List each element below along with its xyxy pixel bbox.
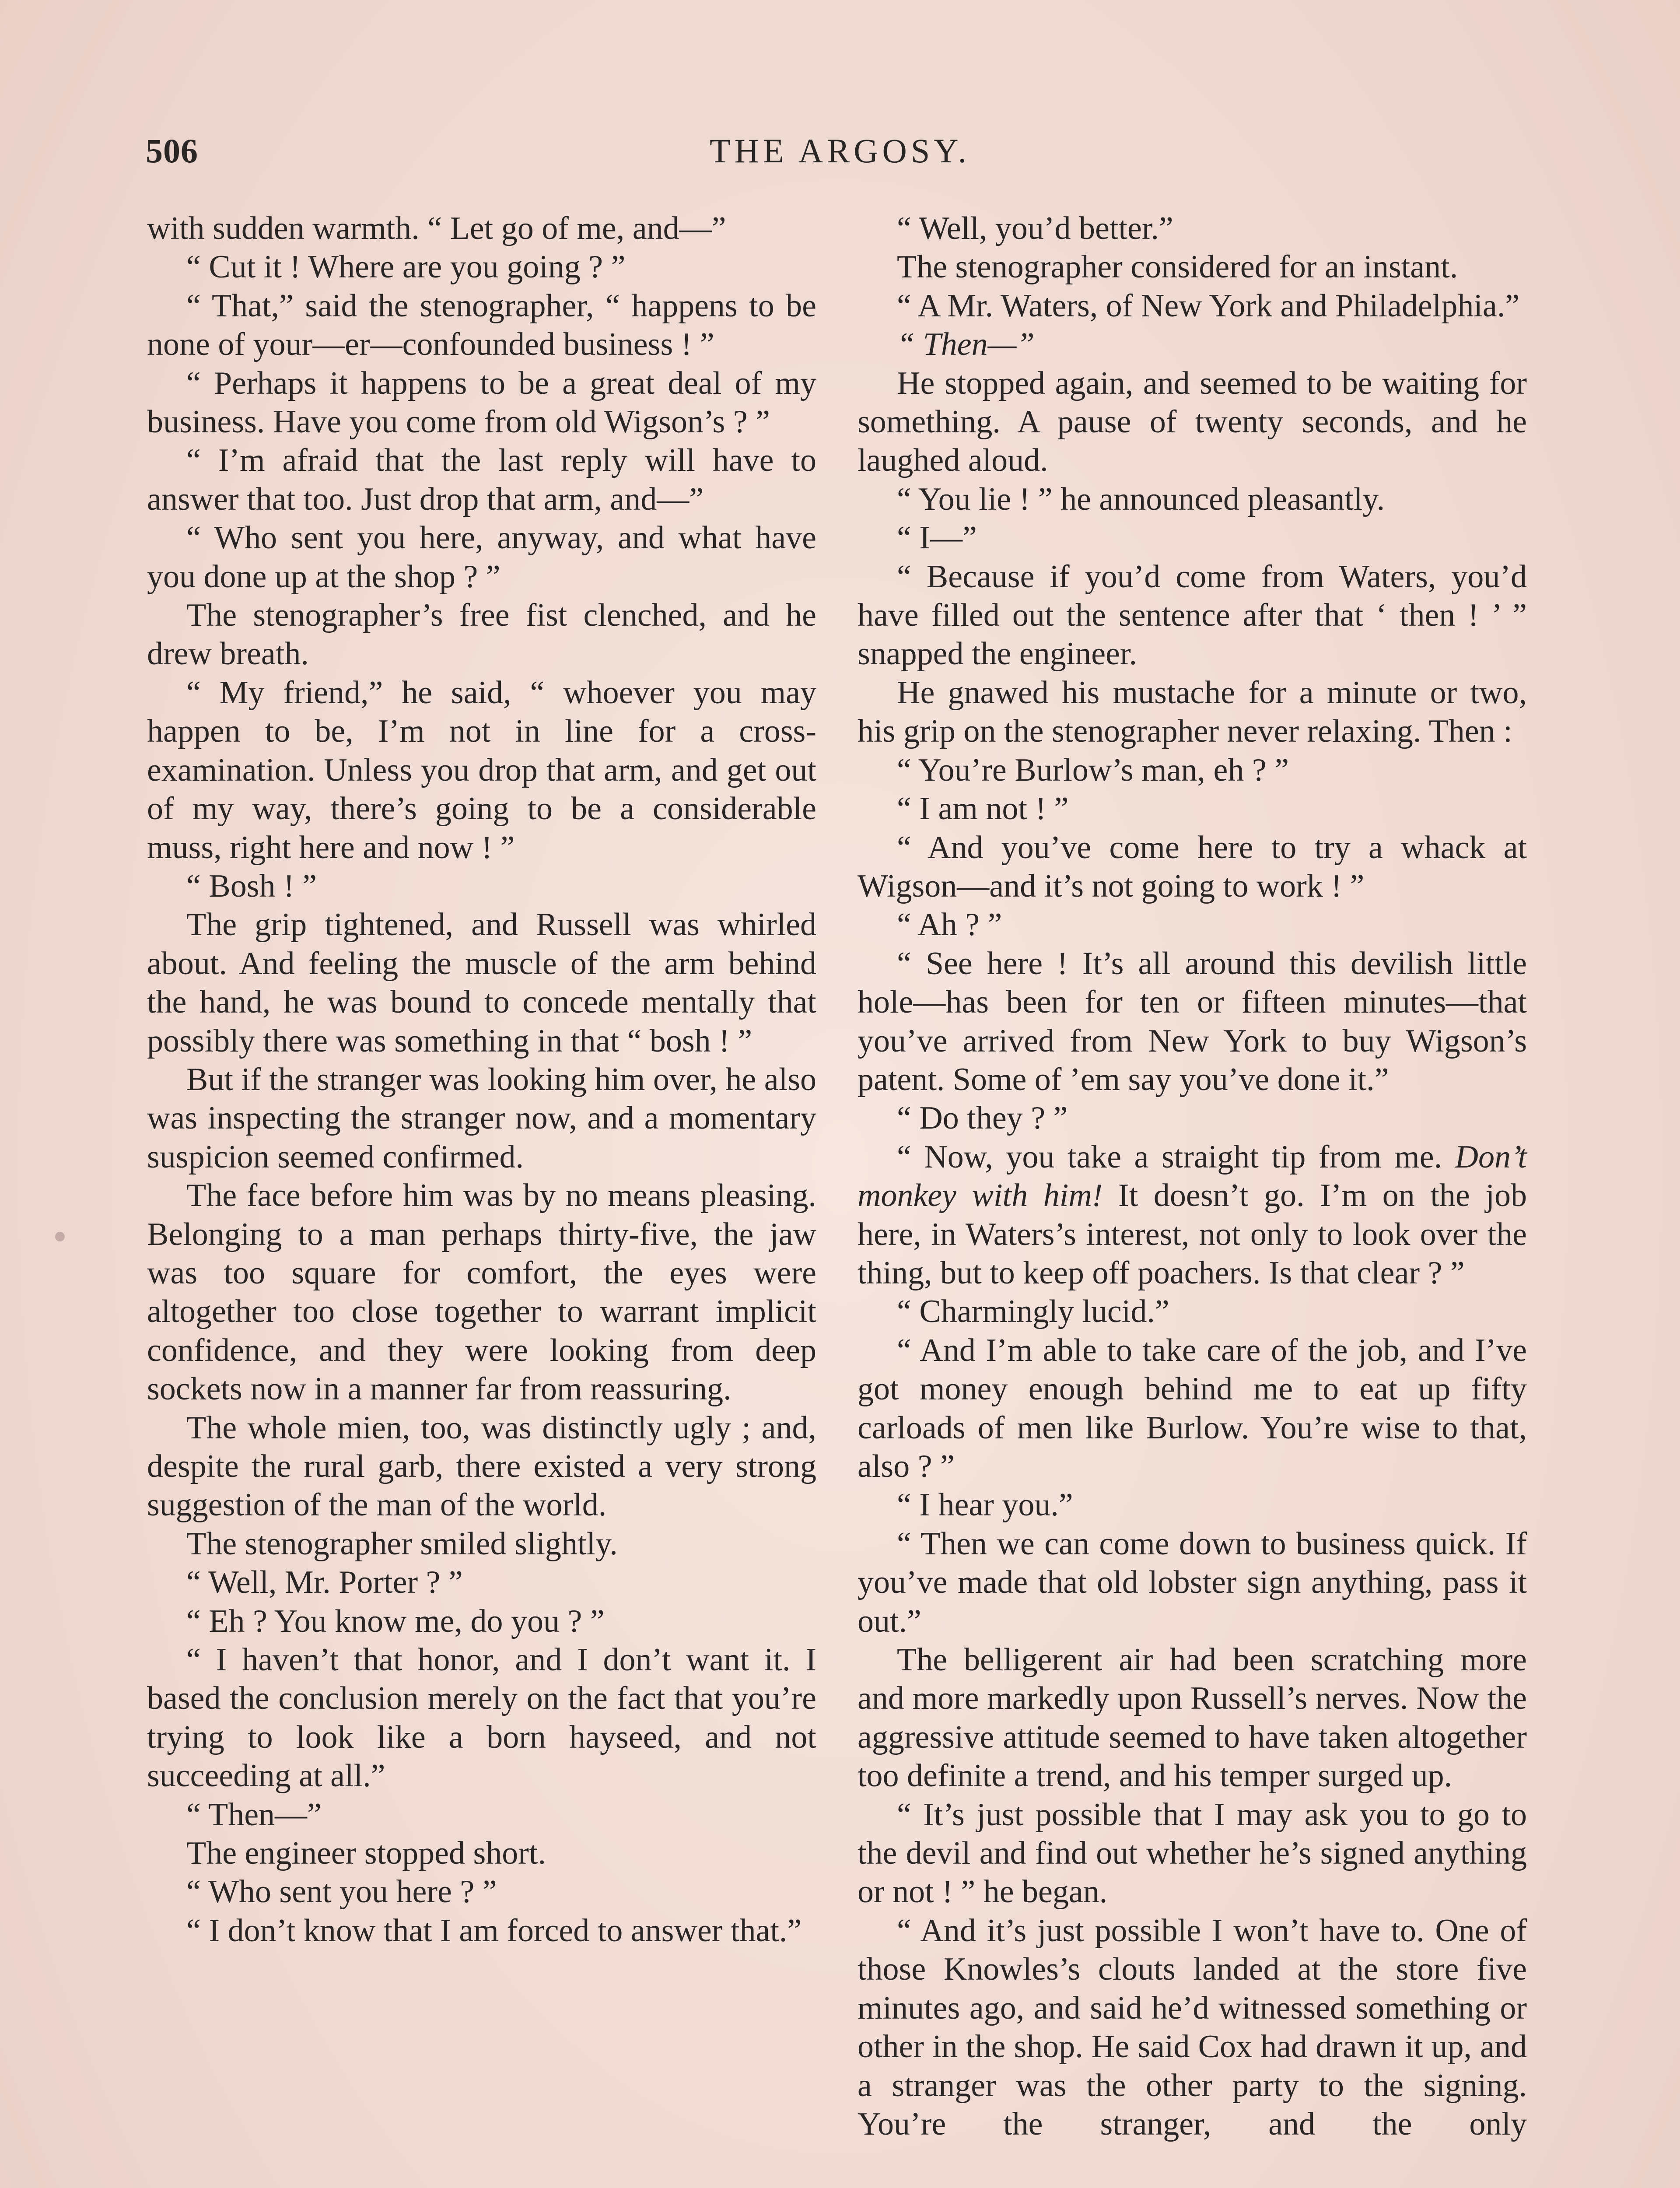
paragraph xyxy=(147,1176,816,1408)
paragraph-text: The stenographer considered for an instant. xyxy=(897,249,1458,285)
paragraph xyxy=(858,1138,1527,1293)
paragraph xyxy=(858,519,1527,557)
paragraph xyxy=(858,248,1527,286)
paragraph-text: “ That,” said the stenographer, “ happens to be none of your—er—confounded business ! ” xyxy=(147,288,816,363)
paragraph-text: “ I don’t know that I am forced to answer that.” xyxy=(186,1912,802,1949)
paragraph xyxy=(858,325,1527,364)
paragraph xyxy=(858,673,1527,751)
paragraph xyxy=(147,519,816,596)
paragraph-text: “ Bosh ! ” xyxy=(186,868,317,904)
right-column xyxy=(858,209,1527,2143)
paragraph-text: “ See here ! It’s all around this devilish little hole—has been for ten or fifteen minutes—that you’ve arrived from New York to buy Wigson’s patent. Some of ’em say you’ve done it.” xyxy=(858,945,1527,1098)
paper-blemish xyxy=(55,1232,65,1241)
left-column xyxy=(147,209,816,1950)
paragraph xyxy=(858,287,1527,325)
paragraph-text: The engineer stopped short. xyxy=(186,1835,546,1872)
paragraph-text: “ Charmingly lucid.” xyxy=(897,1294,1169,1330)
paragraph xyxy=(147,441,816,519)
paragraph-text: The stenographer’s free fist clenched, and he drew breath. xyxy=(147,597,816,672)
paragraph xyxy=(147,905,816,1060)
paragraph-text: “ Well, Mr. Porter ? ” xyxy=(186,1564,463,1601)
paragraph xyxy=(858,1911,1527,2143)
paragraph xyxy=(858,1641,1527,1795)
paragraph xyxy=(858,364,1527,480)
paragraph-text: “ Then—” xyxy=(186,1796,322,1833)
paragraph-text: “ And it’s just possible I won’t have to. One of those Knowles’s clouts landed at the store five minutes ago, and said he’d witnessed something or other in the shop. He said Cox had drawn it up, and a stranger was the other party to the signing. You’re the stranger, and the only xyxy=(858,1912,1527,2142)
paragraph xyxy=(147,1409,816,1525)
paragraph xyxy=(858,789,1527,828)
paragraph-text: “ Do they ? ” xyxy=(897,1100,1068,1136)
paragraph xyxy=(147,673,816,867)
paragraph-text: “ Cut it ! Where are you going ? ” xyxy=(186,249,626,285)
paragraph-text: “ Ah ? ” xyxy=(897,907,1002,943)
paragraph-text: “ Who sent you here, anyway, and what have you done up at the shop ? ” xyxy=(147,520,816,595)
paragraph-text: “ Because if you’d come from Waters, you’d have filled out the sentence after that ‘ then ! ’ ” snapped the engineer. xyxy=(858,558,1527,672)
paragraph xyxy=(147,209,816,248)
paragraph xyxy=(147,364,816,442)
paragraph-text: “ Who sent you here ? ” xyxy=(186,1874,497,1910)
paragraph xyxy=(147,596,816,673)
paragraph xyxy=(858,1292,1527,1331)
paragraph-text: The face before him was by no means pleasing. Belonging to a man perhaps thirty-five, the jaw was too square for comfort, the eyes were altogether too close together to warrant implicit confidence, and they were looking from deep sockets now in a manner far from reassuring. xyxy=(147,1178,816,1407)
paragraph-text: “ A Mr. Waters, of New York and Philadelphia.” xyxy=(897,288,1520,324)
paragraph-text: “ You lie ! ” he announced pleasantly. xyxy=(897,481,1385,517)
paragraph xyxy=(147,1602,816,1641)
paragraph-text: “ I’m afraid that the last reply will have to answer that too. Just drop that arm, and—” xyxy=(147,442,816,517)
paragraph-text: He gnawed his mustache for a minute or two, his grip on the stenographer never relaxing. Then : xyxy=(858,674,1527,750)
paragraph xyxy=(858,905,1527,944)
paragraph-text: “ And you’ve come here to try a whack at Wigson—and it’s not going to work ! ” xyxy=(858,829,1527,904)
paragraph xyxy=(858,1099,1527,1137)
paragraph-text: “ You’re Burlow’s man, eh ? ” xyxy=(897,752,1289,788)
paragraph-text: “ Well, you’d better.” xyxy=(897,210,1173,246)
paragraph-text: The stenographer smiled slightly. xyxy=(186,1525,618,1562)
paragraph xyxy=(858,558,1527,673)
paragraph-italic-text: Don’t monkey with him! xyxy=(858,1139,1527,1214)
paragraph-text: It doesn’t go. I’m on the job here, in Waters’s interest, not only to look over the thing, but to keep off poachers. Is that clear ? ” xyxy=(858,1178,1527,1291)
paragraph-text: “ Perhaps it happens to be a great deal of my business. Have you come from old Wigson’s ? ” xyxy=(147,365,816,440)
paragraph xyxy=(858,1486,1527,1524)
paragraph-text: “ I—” xyxy=(897,520,977,556)
paragraph xyxy=(858,1331,1527,1486)
paragraph-text: “ I haven’t that honor, and I don’t want it. I based the conclusion merely on the fact that you’re trying to look like a born hayseed, and not succeeding at all.” xyxy=(147,1642,816,1794)
paragraph-italic-text: “ Then—” xyxy=(897,326,1035,363)
paragraph-text: “ I am not ! ” xyxy=(897,791,1069,827)
paragraph xyxy=(858,751,1527,789)
paragraph xyxy=(147,248,816,286)
running-head: THE ARGOSY. xyxy=(710,132,970,170)
paragraph-text: The whole mien, too, was distinctly ugly ; and, despite the rural garb, there existed a very strong suggestion of the man of the world. xyxy=(147,1410,816,1523)
paragraph xyxy=(858,1525,1527,1641)
paragraph-text: “ And I’m able to take care of the job, and I’ve got money enough behind me to eat up fifty carloads of men like Burlow. You’re wise to that, also ? ” xyxy=(858,1332,1527,1484)
paragraph-text: “ Now, you take a straight tip from me. xyxy=(897,1139,1442,1175)
paragraph xyxy=(858,209,1527,248)
paragraph xyxy=(147,867,816,905)
paragraph-text: He stopped again, and seemed to be waiting for something. A pause of twenty seconds, and he laughed aloud. xyxy=(858,365,1527,479)
paragraph-text: “ It’s just possible that I may ask you to go to the devil and find out whether he’s signed anything or not ! ” he began. xyxy=(858,1796,1527,1910)
paragraph xyxy=(147,1911,816,1950)
paragraph-text: But if the stranger was looking him over, he also was inspecting the stranger now, and a momentary suspicion seemed confirmed. xyxy=(147,1061,816,1175)
paragraph-text: “ Eh ? You know me, do you ? ” xyxy=(186,1603,605,1639)
paragraph xyxy=(147,1563,816,1602)
paragraph-text: The belligerent air had been scratching more and more markedly upon Russell’s nerves. Now the aggressive attitude seemed to have taken altogether too definite a trend, and his temper surged up. xyxy=(858,1642,1527,1794)
paragraph xyxy=(147,1795,816,1834)
paragraph xyxy=(858,1795,1527,1911)
paragraph xyxy=(147,1641,816,1795)
paragraph-text: “ I hear you.” xyxy=(897,1487,1073,1523)
page-number: 506 xyxy=(146,132,198,170)
paragraph-text: “ Then we can come down to business quick. If you’ve made that old lobster sign anything, pass it out.” xyxy=(858,1525,1527,1639)
paragraph-text: “ My friend,” he said, “ whoever you may happen to be, I’m not in line for a cross-examination. Unless you drop that arm, and get out of my way, there’s going to be a considerable muss, right here and now ! ” xyxy=(147,674,816,866)
paragraph xyxy=(858,828,1527,906)
paragraph-text: The grip tightened, and Russell was whirled about. And feeling the muscle of the arm behind the hand, he was bound to concede mentally that possibly there was something in that “ bosh ! ” xyxy=(147,907,816,1059)
paragraph xyxy=(147,1834,816,1872)
paragraph-text: with sudden warmth. “ Let go of me, and—” xyxy=(147,210,726,246)
paragraph xyxy=(147,1060,816,1176)
paragraph xyxy=(147,287,816,364)
paragraph xyxy=(147,1872,816,1911)
paragraph xyxy=(147,1525,816,1563)
paragraph xyxy=(858,944,1527,1099)
paragraph xyxy=(858,480,1527,519)
